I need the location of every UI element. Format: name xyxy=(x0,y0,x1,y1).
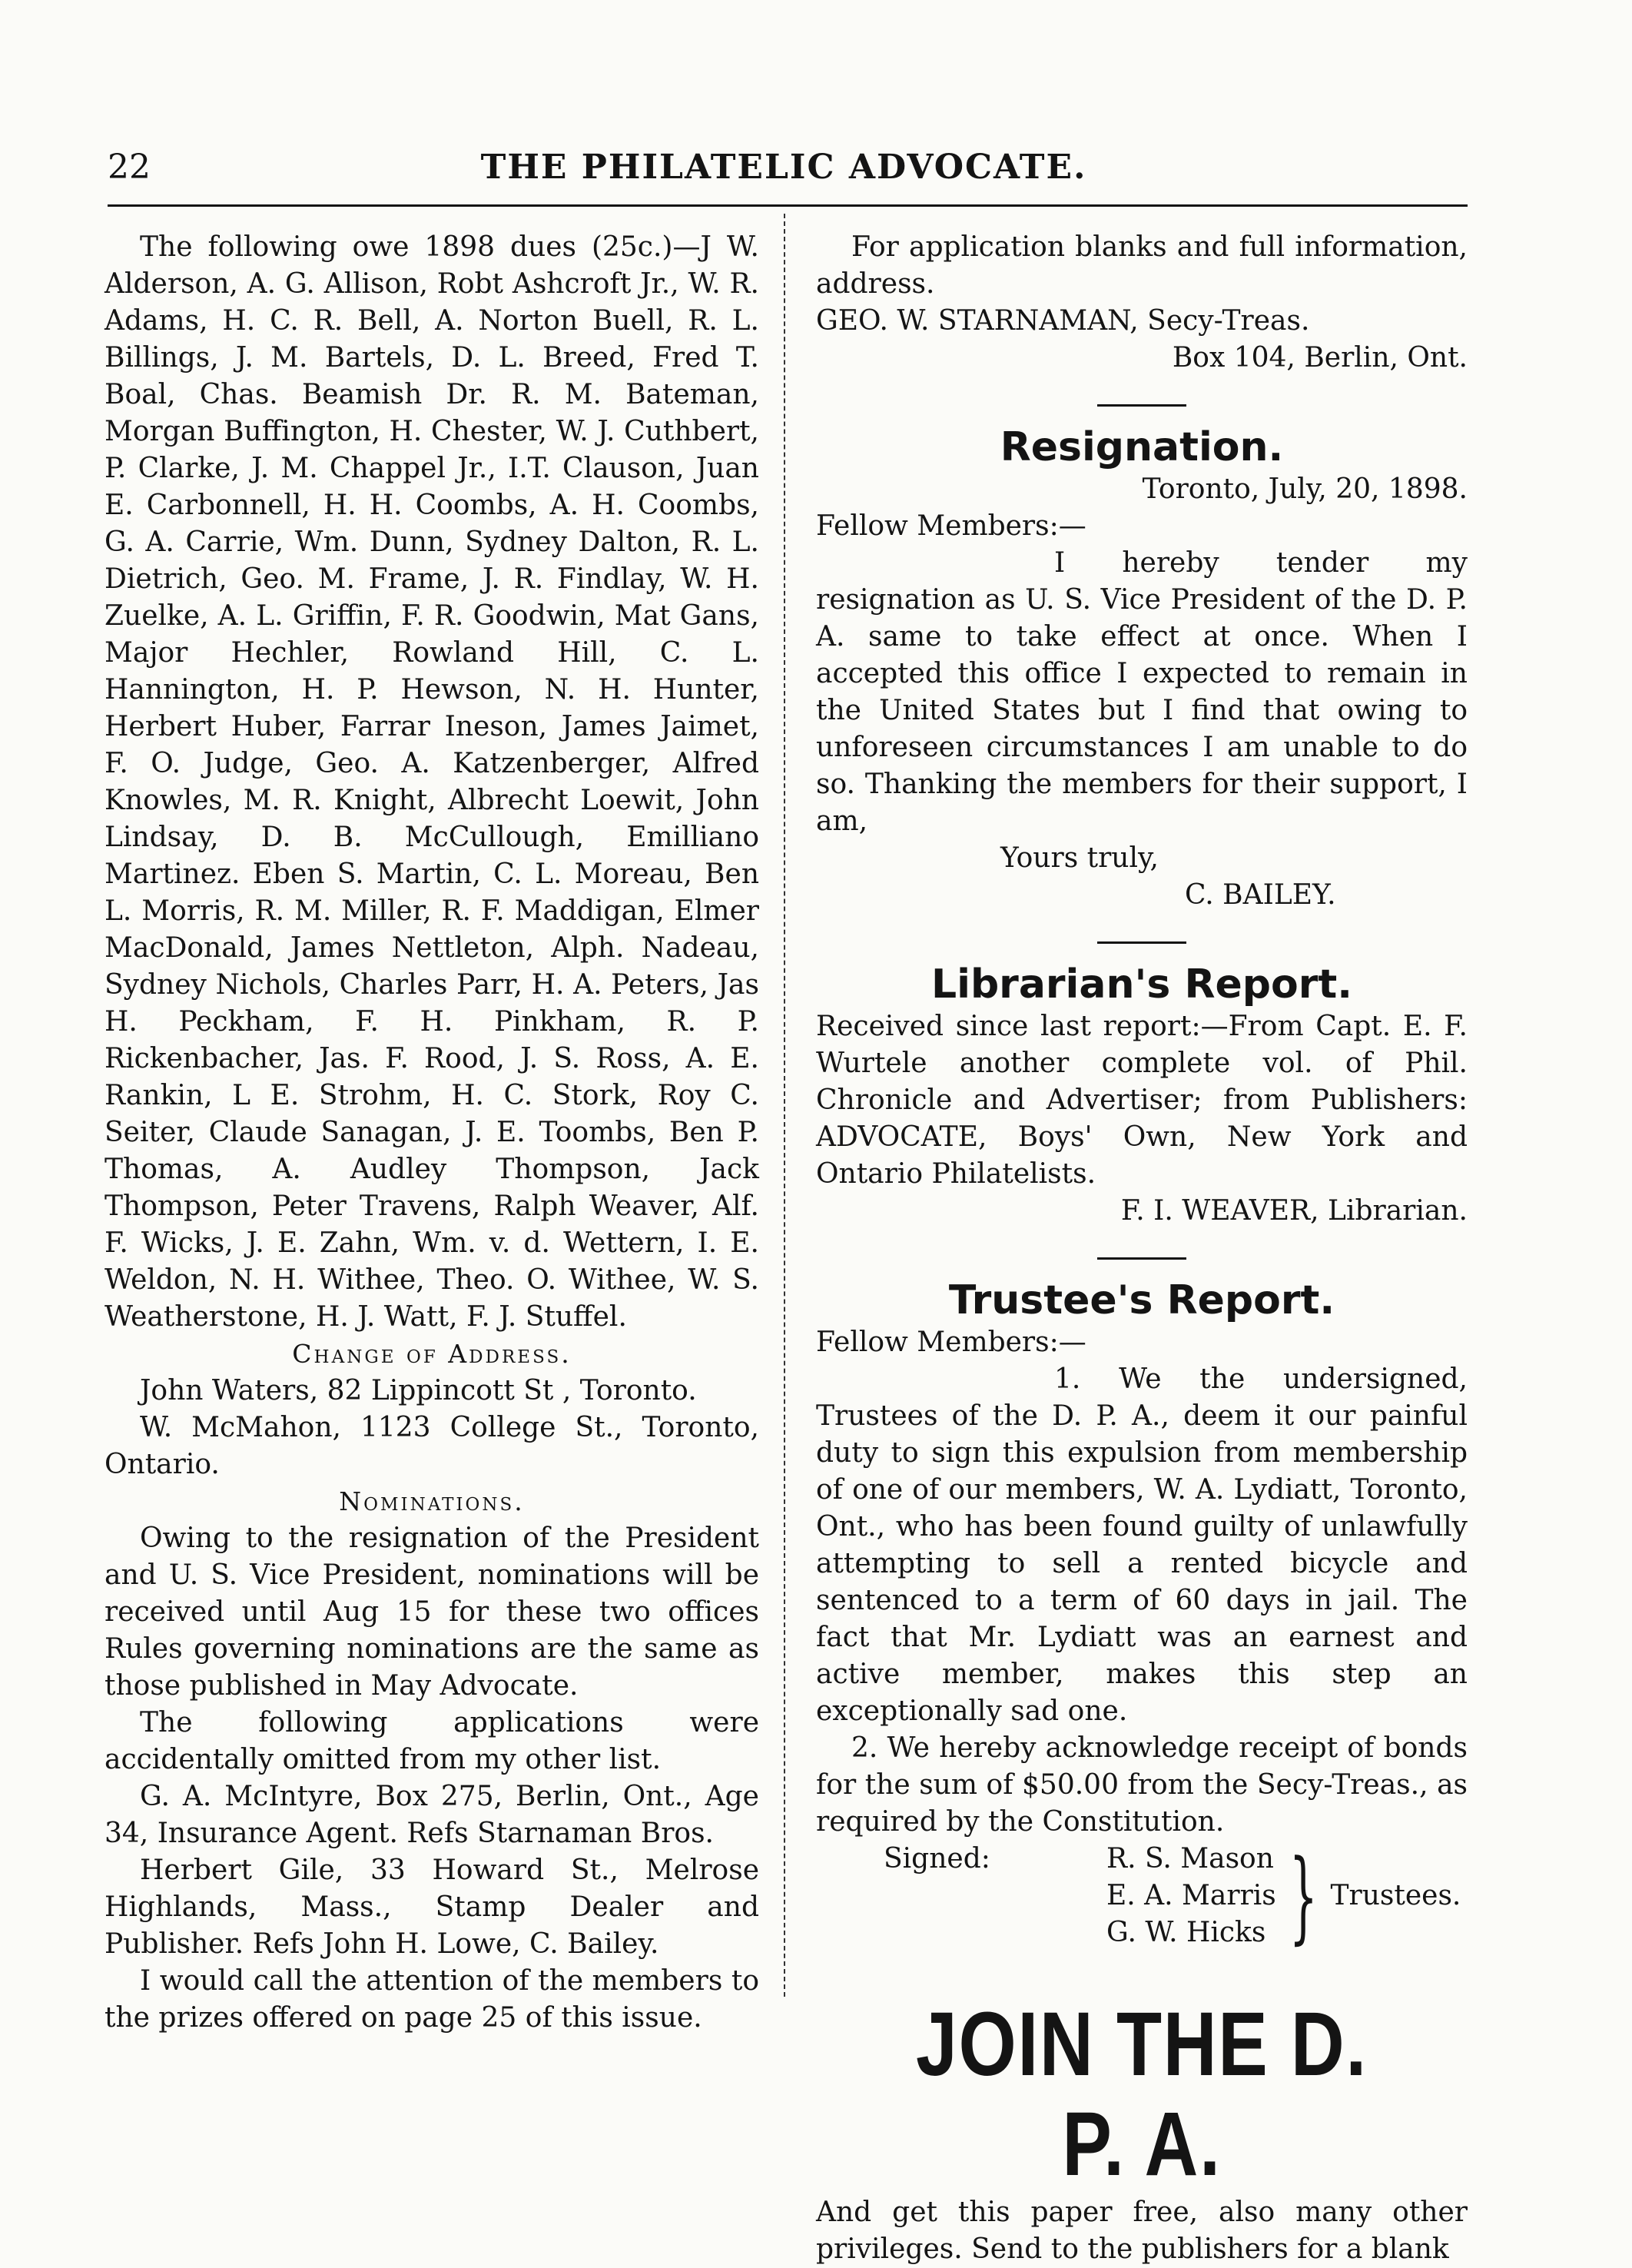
page-number: 22 xyxy=(108,148,151,187)
resignation-salutation: Fellow Members:— xyxy=(816,510,1086,542)
trustee-name: R. S. Mason xyxy=(1106,1843,1274,1875)
omitted-applications-note: The following applications were accidentally omitted from my other list. xyxy=(104,1707,759,1775)
application-info: For application blanks and full information, address. xyxy=(816,231,1468,300)
header-rule xyxy=(108,204,1468,207)
trustee-names xyxy=(1106,1841,1276,1951)
section-rule xyxy=(1097,941,1186,944)
secretary-address: Box 104, Berlin, Ont. xyxy=(1172,342,1468,374)
librarian-report-body: Received since last report:—From Capt. E. F. Wurtele another complete vol. of Phil. Chronicle and Advertiser; from Publishers: ADVOCATE, Boys' Own, New York and Ontario Philatelists. xyxy=(816,1011,1468,1190)
resignation-closing: Yours truly, xyxy=(1000,842,1159,874)
page-header xyxy=(108,148,1460,197)
librarian-report-title: Librarian's Report. xyxy=(931,961,1352,1008)
trustee-name: E. A. Marris xyxy=(1106,1880,1276,1911)
prizes-notice: I would call the attention of the members to the prizes offered on page 25 of this issue. xyxy=(104,1965,759,2034)
resignation-date: Toronto, July, 20, 1898. xyxy=(1142,473,1468,505)
trustee-report-title: Trustee's Report. xyxy=(948,1277,1335,1323)
section-rule xyxy=(1097,404,1186,407)
resignation-signature: C. BAILEY. xyxy=(1185,879,1336,911)
trustee-item-1: 1. We the undersigned, Trustees of the D. P. A., deem it our painful duty to sign this expulsion from membership of one of our members, W. A. Lydiatt, Toronto, Ont., who has been found guilty of unlawfully attempting to sell a rented bicycle and sentenced to a term of 60 days in jail. The fact that Mr. Lydiatt was an earnest and active member, makes this step an exceptionally sad one. xyxy=(816,1363,1468,1727)
join-advert-body: And get this paper free, also many other privileges. Send to the publishers for a blank xyxy=(816,2197,1468,2265)
application-gile: Herbert Gile, 33 Howard St., Melrose Highlands, Mass., Stamp Dealer and Publisher. Refs John H. Lowe, C. Bailey. xyxy=(104,1855,759,1960)
address-change-mcmahon: W. McMahon, 1123 College St., Toronto, Ontario. xyxy=(104,1412,759,1480)
publication-title: THE PHILATELIC ADVOCATE. xyxy=(480,148,1087,187)
address-change-waters: John Waters, 82 Lippincott St , Toronto. xyxy=(140,1375,697,1406)
right-column xyxy=(816,229,1468,2268)
application-mcintyre: G. A. McIntyre, Box 275, Berlin, Ont., Age 34, Insurance Agent. Refs Starnaman Bros. xyxy=(104,1781,759,1849)
brace-glyph: } xyxy=(1289,1838,1318,1954)
trustee-item-2: 2. We hereby acknowledge receipt of bonds for the sum of $50.00 from the Secy-Treas., as required by the Constitution. xyxy=(816,1732,1468,1838)
resignation-letter: I hereby tender my resignation as U. S. Vice President of the D. P. A. same to take effect at once. When I accepted this office I expected to remain in the United States but I find that owing to unforeseen circumstances I am unable to do so. Thanking the members for their support, I am, xyxy=(816,547,1468,837)
change-of-address-heading: Change of Address. xyxy=(292,1339,572,1369)
nominations-notice: Owing to the resignation of the President and U. S. Vice President, nominations will be received until Aug 15 for these two offices Rules governing nominations are the same as those published in May Advocate. xyxy=(104,1523,759,1702)
trustee-name: G. W. Hicks xyxy=(1106,1917,1266,1948)
resignation-title: Resignation. xyxy=(1000,424,1284,470)
librarian-signature: F. I. WEAVER, Librarian. xyxy=(1120,1195,1468,1227)
trustees-label: Trustees. xyxy=(1330,1880,1461,1911)
nominations-heading: Nominations. xyxy=(339,1486,525,1516)
trustee-salutation: Fellow Members:— xyxy=(816,1327,1086,1358)
left-column xyxy=(104,229,759,2037)
secretary-name: GEO. W. STARNAMAN, Secy-Treas. xyxy=(816,305,1310,337)
signed-label: Signed: xyxy=(884,1843,990,1875)
join-advert-headline: JOIN THE D. P. A. xyxy=(916,1994,1368,2195)
trustee-signatures xyxy=(816,1838,1468,1954)
section-rule xyxy=(1097,1257,1186,1260)
column-divider xyxy=(784,214,785,1997)
dues-list: The following owe 1898 dues (25c.)—J W. Alderson, A. G. Allison, Robt Ashcroft Jr., W. R. Adams, H. C. R. Bell, A. Norton Buell, R. L. Billings, J. M. Bartels, D. L. Breed, Fred T. Boal, Chas. Beamish Dr. R. M. Bateman, Morgan Buffington, H. Chester, W. J. Cuthbert, P. Clarke, J. M. Chappel Jr., I.T. Clauson, Juan E. Carbonnell, H. H. Coombs, A. H. Coombs, G. A. Carrie, Wm. Dunn, Sydney Dalton, R. L. Dietrich, Geo. M. Frame, J. R. Findlay, W. H. Zuelke, A. L. Griffin, F. R. Goodwin, Mat Gans, Major Hechler, Rowland Hill, C. L. Hannington, H. P. Hewson, N. H. Hunter, Herbert Huber, Farrar Ineson, James Jaimet, F. O. Judge, Geo. A. Katzenberger, Alfred Knowles, M. R. Knight, Albrecht Loewit, John Lindsay, D. B. McCullough, Emilliano Martinez. Eben S. Martin, C. L. Moreau, Ben L. Morris, R. M. Miller, R. F. Maddigan, Elmer MacDonald, James Nettleton, Alph. Nadeau, Sydney Nichols, Charles Parr, H. A. Peters, Jas H. Peckham, F. H. Pinkham, R. P. Rickenbacher, Jas. F. Rood, J. S. Ross, A. E. Rankin, L E. Strohm, H. C. Stork, Roy C. Seiter, Claude Sanagan, J. E. Toombs, Ben P. Thomas, A. Audley Thompson, Jack Thompson, Peter Travens, Ralph Weaver, Alf. F. Wicks, J. E. Zahn, Wm. v. d. Wettern, I. E. Weldon, N. H. Withee, Theo. O. Withee, W. S. Weatherstone, H. J. Watt, F. J. Stuffel. xyxy=(104,231,759,1333)
